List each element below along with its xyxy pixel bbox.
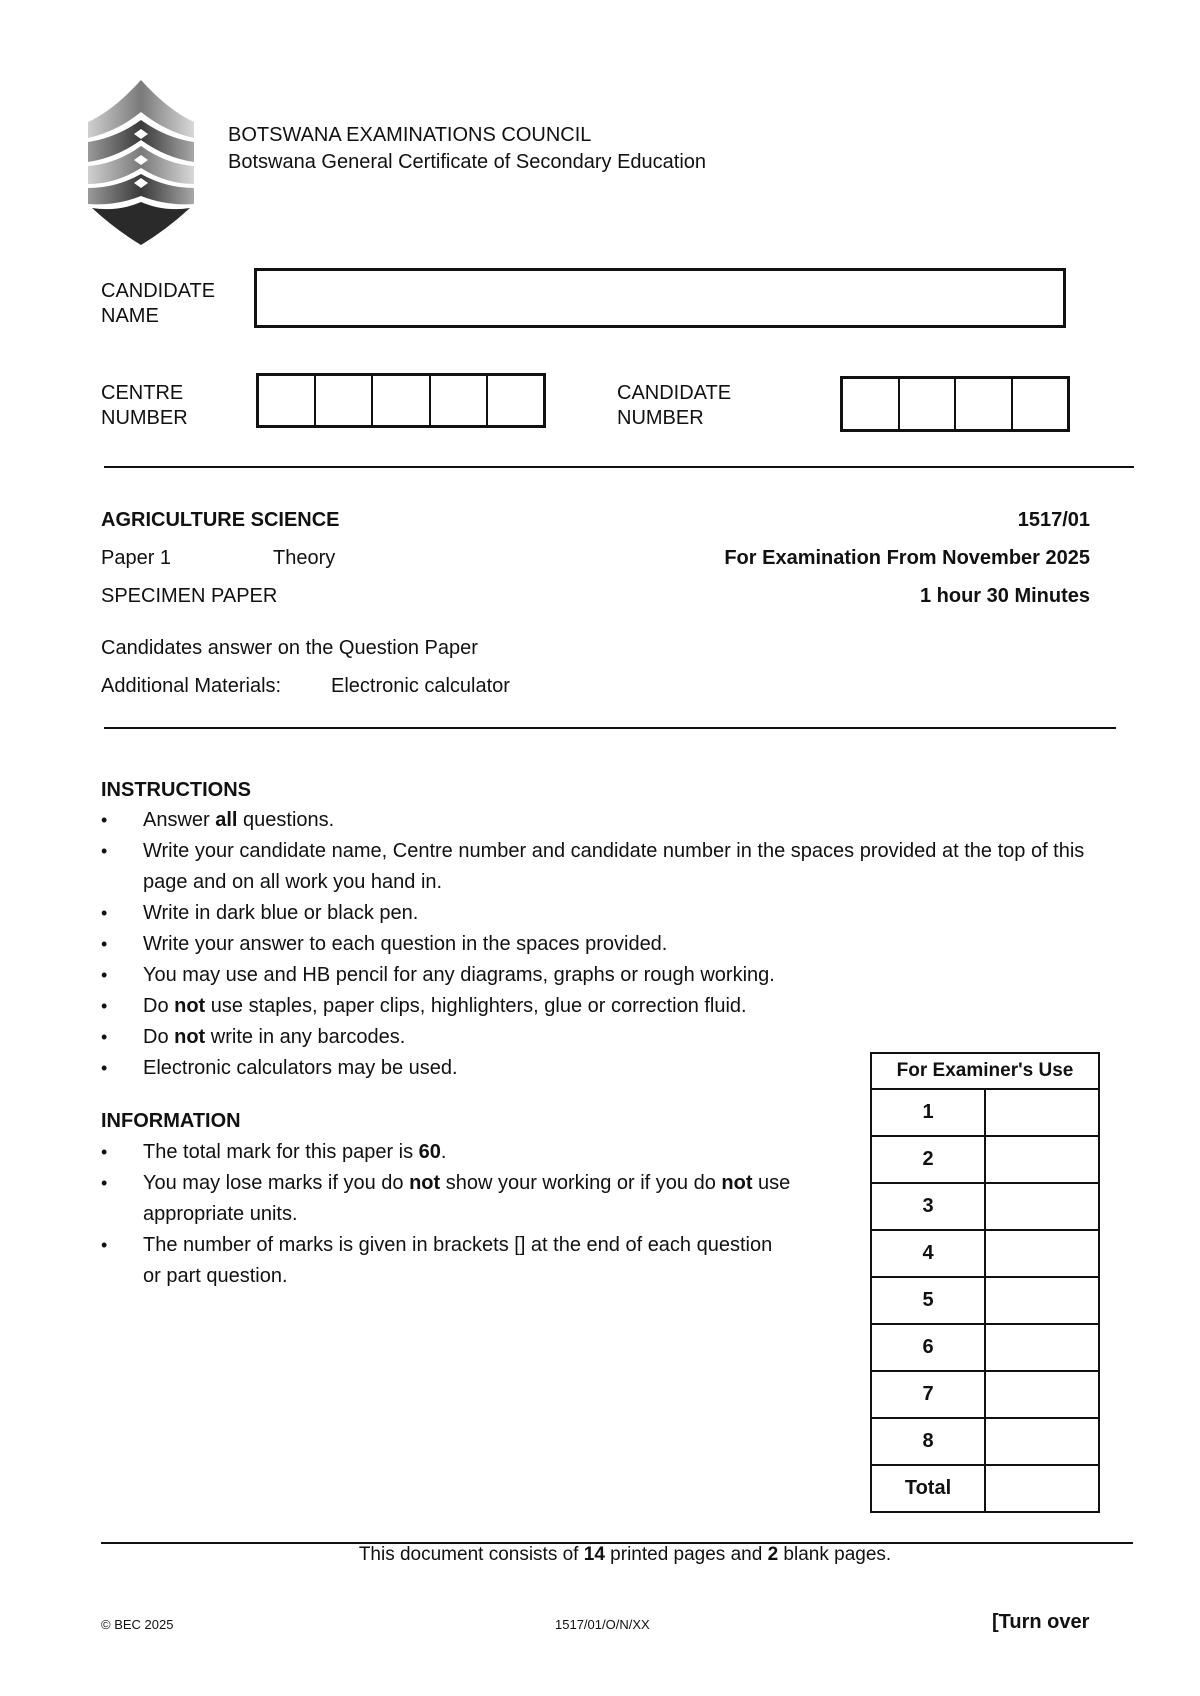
mark-cell[interactable] [985,1324,1099,1371]
mark-cell[interactable] [985,1089,1099,1136]
total-label: Total [871,1465,985,1512]
list-item: • You may lose marks if you do not show your working or if you do not use appropriate units. [101,1168,791,1230]
candidate-number-input[interactable] [840,376,1070,432]
mark-cell[interactable] [985,1371,1099,1418]
list-item: • Write in dark blue or black pen. [101,898,1101,929]
question-number: 6 [871,1324,985,1371]
question-number: 3 [871,1183,985,1230]
digit-box[interactable] [1013,379,1068,429]
examiner-use-table [870,1052,1100,1513]
table-row [871,1371,1099,1418]
digit-box[interactable] [956,379,1013,429]
mark-cell[interactable] [985,1136,1099,1183]
paper-number: Paper 1 [101,547,172,569]
examiner-table-title: For Examiner's Use [871,1053,1099,1089]
divider [104,727,1116,729]
materials-label: Additional Materials: [101,675,282,697]
certificate-name: Botswana General Certificate of Secondary Education [228,151,707,173]
information-list [101,1137,791,1292]
paper-type: Theory [273,547,336,569]
digit-box[interactable] [316,376,373,425]
digit-box[interactable] [488,376,543,425]
list-item: • Write your candidate name, Centre number and candidate number in the spaces provided at the top of this page and on all work you hand in. [101,836,1101,898]
council-name: BOTSWANA EXAMINATIONS COUNCIL [228,124,592,146]
paper-code: 1517/01 [1017,509,1090,531]
candidate-name-label: CANDIDATE NAME [101,280,216,327]
question-number: 2 [871,1136,985,1183]
centre-number-label: CENTRE NUMBER [101,382,188,429]
mark-cell[interactable] [985,1277,1099,1324]
list-item: • The number of marks is given in brackets [] at the end of each question or part question. [101,1230,791,1292]
list-item: • Electronic calculators may be used. [101,1053,1101,1084]
duration: 1 hour 30 Minutes [919,585,1090,607]
instructions-heading: INSTRUCTIONS [101,779,251,801]
question-number: 5 [871,1277,985,1324]
specimen-label: SPECIMEN PAPER [101,585,278,607]
list-item: • Do not use staples, paper clips, highlighters, glue or correction fluid. [101,991,1101,1022]
divider [104,466,1134,468]
page-count-note: This document consists of 14 printed pages and 2 blank pages. [358,1544,892,1565]
digit-box[interactable] [373,376,430,425]
answer-instruction: Candidates answer on the Question Paper [101,637,478,659]
candidate-name-input[interactable] [254,268,1066,328]
mark-cell[interactable] [985,1230,1099,1277]
total-row [871,1465,1099,1512]
table-row [871,1324,1099,1371]
mark-cell[interactable] [985,1418,1099,1465]
digit-box[interactable] [900,379,957,429]
subject-title: AGRICULTURE SCIENCE [101,509,340,531]
question-number: 1 [871,1089,985,1136]
digit-box[interactable] [843,379,900,429]
document-code: 1517/01/O/N/XX [555,1617,650,1632]
materials-value: Electronic calculator [331,675,510,697]
list-item: • The total mark for this paper is 60. [101,1137,791,1168]
table-row [871,1183,1099,1230]
exam-period: For Examination From November 2025 [724,547,1090,569]
digit-box[interactable] [431,376,488,425]
centre-number-input[interactable] [256,373,546,428]
candidate-number-label: CANDIDATE NUMBER [617,382,732,429]
question-number: 8 [871,1418,985,1465]
list-item: • Do not write in any barcodes. [101,1022,1101,1053]
list-item: • Answer all questions. [101,805,1101,836]
list-item: • Write your answer to each question in the spaces provided. [101,929,1101,960]
question-number: 4 [871,1230,985,1277]
table-row [871,1277,1099,1324]
table-row [871,1418,1099,1465]
digit-box[interactable] [259,376,316,425]
table-row [871,1230,1099,1277]
question-number: 7 [871,1371,985,1418]
mark-cell[interactable] [985,1183,1099,1230]
table-row [871,1089,1099,1136]
list-item: • You may use and HB pencil for any diagrams, graphs or rough working. [101,960,1101,991]
information-heading: INFORMATION [101,1110,241,1132]
turn-over: [Turn over [992,1611,1090,1633]
bec-logo [86,80,196,245]
instructions-list [101,805,1101,1084]
total-mark-cell[interactable] [985,1465,1099,1512]
table-row [871,1136,1099,1183]
copyright: © BEC 2025 [101,1617,174,1632]
